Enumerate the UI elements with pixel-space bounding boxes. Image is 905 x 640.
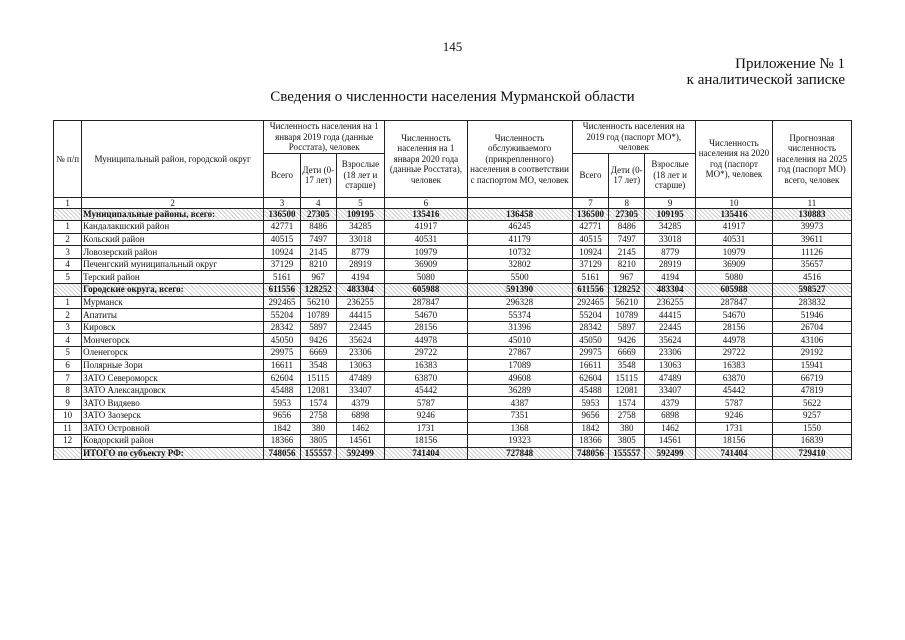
population-cell: 10789 [300, 309, 336, 322]
population-cell: 13063 [645, 359, 696, 372]
population-cell: 10979 [385, 246, 467, 259]
population-cell: 40531 [385, 233, 467, 246]
header-mo-passport-2020: Численность населения на 2020 год (паспорт МО*), человек [696, 121, 773, 198]
column-number: 8 [609, 197, 645, 208]
population-cell: 16383 [696, 359, 773, 372]
population-cell: 4379 [336, 397, 385, 410]
population-cell: 7497 [300, 233, 336, 246]
population-cell: 741404 [385, 447, 467, 460]
population-cell: 62604 [264, 372, 301, 385]
population-cell: 55204 [572, 309, 609, 322]
population-cell: 40531 [696, 233, 773, 246]
population-cell: 6669 [300, 347, 336, 360]
population-cell: 727848 [467, 447, 572, 460]
population-cell: 27305 [300, 208, 336, 221]
population-cell: 29975 [572, 347, 609, 360]
header-served-population: Численность обслуживаемого (прикрепленного) населения в соответствии с паспортом МО, человек [467, 121, 572, 198]
table-row [54, 435, 852, 448]
population-cell: 41917 [385, 221, 467, 234]
municipality-name: Апатиты [82, 309, 264, 322]
population-cell: 9246 [385, 410, 467, 423]
population-cell: 4194 [336, 271, 385, 284]
table-row [54, 321, 852, 334]
population-cell: 483304 [336, 284, 385, 297]
population-cell: 63870 [385, 372, 467, 385]
population-cell: 27867 [467, 347, 572, 360]
population-cell: 16839 [772, 435, 851, 448]
row-number: 3 [54, 246, 82, 259]
column-number: 3 [264, 197, 301, 208]
population-cell: 66719 [772, 372, 851, 385]
population-cell: 236255 [336, 296, 385, 309]
column-number: 6 [385, 197, 467, 208]
population-cell: 1462 [645, 422, 696, 435]
population-cell: 45050 [572, 334, 609, 347]
population-cell: 1462 [336, 422, 385, 435]
row-number: 10 [54, 410, 82, 423]
population-cell: 591390 [467, 284, 572, 297]
population-cell: 31396 [467, 321, 572, 334]
population-cell: 46245 [467, 221, 572, 234]
population-cell: 10789 [609, 309, 645, 322]
population-cell: 10979 [696, 246, 773, 259]
population-cell: 128252 [300, 284, 336, 297]
municipality-name: Ковдорский район [82, 435, 264, 448]
population-cell: 4194 [645, 271, 696, 284]
header-mo-passport-2019: Численность населения на 2019 год (паспорт МО*), человек [572, 121, 695, 154]
population-cell: 9246 [696, 410, 773, 423]
population-cell: 29192 [772, 347, 851, 360]
column-number: 11 [772, 197, 851, 208]
population-cell: 62604 [572, 372, 609, 385]
table-row [54, 397, 852, 410]
population-cell: 45442 [385, 384, 467, 397]
population-cell: 12081 [300, 384, 336, 397]
table-row [54, 246, 852, 259]
column-number: 1 [54, 197, 82, 208]
population-cell: 45050 [264, 334, 301, 347]
table-row [54, 422, 852, 435]
column-number: 7 [572, 197, 609, 208]
population-cell: 17089 [467, 359, 572, 372]
municipality-name: ИТОГО по субъекту РФ: [82, 447, 264, 460]
population-cell: 34285 [645, 221, 696, 234]
municipality-name: ЗАТО Североморск [82, 372, 264, 385]
population-cell: 155557 [609, 447, 645, 460]
table-row [54, 221, 852, 234]
population-cell: 51946 [772, 309, 851, 322]
column-number: 4 [300, 197, 336, 208]
column-number: 9 [645, 197, 696, 208]
row-number: 2 [54, 309, 82, 322]
header-rosstat-2020: Численность населения на 1 января 2020 года (данные Росстата), человек [385, 121, 467, 198]
population-cell: 109195 [336, 208, 385, 221]
population-cell: 11126 [772, 246, 851, 259]
header-municipality: Муниципальный район, городской округ [82, 121, 264, 198]
population-cell: 54670 [696, 309, 773, 322]
population-cell: 292465 [264, 296, 301, 309]
population-cell: 136500 [572, 208, 609, 221]
table-row [54, 347, 852, 360]
population-cell: 56210 [300, 296, 336, 309]
population-cell: 380 [300, 422, 336, 435]
population-cell: 10924 [572, 246, 609, 259]
population-cell: 592499 [336, 447, 385, 460]
population-cell: 35624 [336, 334, 385, 347]
row-number: 2 [54, 233, 82, 246]
population-cell: 5953 [572, 397, 609, 410]
population-cell: 29975 [264, 347, 301, 360]
population-cell: 1731 [696, 422, 773, 435]
header-forecast-2025: Прогнозная численность населения на 2025 год (паспорт МО) всего, человек [772, 121, 851, 198]
population-cell: 32802 [467, 258, 572, 271]
column-number: 2 [82, 197, 264, 208]
population-cell: 9656 [572, 410, 609, 423]
population-cell: 44415 [645, 309, 696, 322]
header-children: Дети (0-17 лет) [609, 153, 645, 197]
population-cell: 40515 [572, 233, 609, 246]
municipality-name: Муниципальные районы, всего: [82, 208, 264, 221]
population-cell: 39973 [772, 221, 851, 234]
population-cell: 36289 [467, 384, 572, 397]
population-cell: 10732 [467, 246, 572, 259]
population-cell: 155557 [300, 447, 336, 460]
population-cell: 5161 [572, 271, 609, 284]
population-cell: 605988 [696, 284, 773, 297]
population-cell: 1842 [572, 422, 609, 435]
population-cell: 18366 [572, 435, 609, 448]
population-cell: 34285 [336, 221, 385, 234]
population-cell: 283832 [772, 296, 851, 309]
population-cell: 592499 [645, 447, 696, 460]
header-children: Дети (0-17 лет) [300, 153, 336, 197]
population-cell: 12081 [609, 384, 645, 397]
population-cell: 130883 [772, 208, 851, 221]
row-number [54, 447, 82, 460]
population-cell: 5787 [385, 397, 467, 410]
population-cell: 287847 [385, 296, 467, 309]
population-cell: 5953 [264, 397, 301, 410]
population-cell: 2145 [300, 246, 336, 259]
population-cell: 6898 [336, 410, 385, 423]
row-number: 1 [54, 296, 82, 309]
population-cell: 5787 [696, 397, 773, 410]
header-adults: Взрослые (18 лет и старше) [645, 153, 696, 197]
population-cell: 63870 [696, 372, 773, 385]
population-cell: 8486 [609, 221, 645, 234]
page-number: 145 [442, 39, 463, 54]
population-cell: 967 [300, 271, 336, 284]
population-cell: 19323 [467, 435, 572, 448]
population-cell: 5161 [264, 271, 301, 284]
population-cell: 287847 [696, 296, 773, 309]
population-cell: 1842 [264, 422, 301, 435]
column-number: 5 [336, 197, 385, 208]
population-cell: 3805 [609, 435, 645, 448]
population-cell: 54670 [385, 309, 467, 322]
municipality-name: Ловозерский район [82, 246, 264, 259]
population-cell: 1574 [609, 397, 645, 410]
population-cell: 49608 [467, 372, 572, 385]
row-number: 5 [54, 271, 82, 284]
population-cell: 741404 [696, 447, 773, 460]
population-cell: 27305 [609, 208, 645, 221]
population-cell: 6669 [609, 347, 645, 360]
population-cell: 18156 [696, 435, 773, 448]
population-cell: 2758 [609, 410, 645, 423]
population-cell: 41179 [467, 233, 572, 246]
row-number: 11 [54, 422, 82, 435]
population-cell: 8210 [609, 258, 645, 271]
row-number: 3 [54, 321, 82, 334]
population-cell: 36909 [385, 258, 467, 271]
population-cell: 28156 [385, 321, 467, 334]
population-cell: 8486 [300, 221, 336, 234]
population-cell: 36909 [696, 258, 773, 271]
population-cell: 135416 [696, 208, 773, 221]
population-cell: 47489 [336, 372, 385, 385]
table-row [54, 372, 852, 385]
population-cell: 8779 [336, 246, 385, 259]
population-cell: 135416 [385, 208, 467, 221]
table-row [54, 334, 852, 347]
population-cell: 136500 [264, 208, 301, 221]
population-cell: 22445 [336, 321, 385, 334]
row-number: 6 [54, 359, 82, 372]
population-cell: 56210 [609, 296, 645, 309]
table-total-row [54, 284, 852, 297]
population-cell: 16611 [264, 359, 301, 372]
population-cell: 16383 [385, 359, 467, 372]
population-cell: 41917 [696, 221, 773, 234]
population-cell: 9257 [772, 410, 851, 423]
population-cell: 3548 [609, 359, 645, 372]
population-cell: 14561 [336, 435, 385, 448]
population-cell: 9426 [609, 334, 645, 347]
population-cell: 5500 [467, 271, 572, 284]
population-cell: 611556 [572, 284, 609, 297]
population-cell: 45010 [467, 334, 572, 347]
population-cell: 37129 [572, 258, 609, 271]
municipality-name: Городские округа, всего: [82, 284, 264, 297]
population-cell: 23306 [336, 347, 385, 360]
population-cell: 42771 [264, 221, 301, 234]
row-number: 4 [54, 334, 82, 347]
population-cell: 611556 [264, 284, 301, 297]
population-cell: 3805 [300, 435, 336, 448]
population-cell: 748056 [572, 447, 609, 460]
row-number: 8 [54, 384, 82, 397]
municipality-name: ЗАТО Видяево [82, 397, 264, 410]
row-number: 5 [54, 347, 82, 360]
table-row [54, 296, 852, 309]
population-cell: 45442 [696, 384, 773, 397]
municipality-name: Мончегорск [82, 334, 264, 347]
municipality-name: Кольский район [82, 233, 264, 246]
population-cell: 292465 [572, 296, 609, 309]
table-row [54, 309, 852, 322]
table-row [54, 271, 852, 284]
population-cell: 28156 [696, 321, 773, 334]
population-cell: 28919 [645, 258, 696, 271]
population-cell: 33407 [645, 384, 696, 397]
population-cell: 109195 [645, 208, 696, 221]
population-cell: 29722 [385, 347, 467, 360]
population-cell: 1574 [300, 397, 336, 410]
header-total: Всего [572, 153, 609, 197]
population-cell: 28342 [264, 321, 301, 334]
municipality-name: Кандалакшский район [82, 221, 264, 234]
row-number [54, 284, 82, 297]
population-cell: 42771 [572, 221, 609, 234]
population-cell: 2145 [609, 246, 645, 259]
column-number: 10 [696, 197, 773, 208]
population-cell: 28919 [336, 258, 385, 271]
column-number [467, 197, 572, 208]
population-cell: 380 [609, 422, 645, 435]
population-cell: 748056 [264, 447, 301, 460]
population-cell: 5622 [772, 397, 851, 410]
population-cell: 43106 [772, 334, 851, 347]
population-cell: 28342 [572, 321, 609, 334]
population-cell: 236255 [645, 296, 696, 309]
row-number: 9 [54, 397, 82, 410]
header-rosstat-2019: Численность населения на 1 января 2019 года (данные Росстата), человек [264, 121, 385, 154]
population-cell: 729410 [772, 447, 851, 460]
population-cell: 23306 [645, 347, 696, 360]
population-cell: 44978 [696, 334, 773, 347]
population-cell: 47489 [645, 372, 696, 385]
appendix-label: Приложение № 1 [735, 56, 845, 72]
population-cell: 44415 [336, 309, 385, 322]
table-row [54, 359, 852, 372]
row-number: 1 [54, 221, 82, 234]
table-row [54, 258, 852, 271]
population-cell: 40515 [264, 233, 301, 246]
population-cell: 5897 [300, 321, 336, 334]
population-cell: 16611 [572, 359, 609, 372]
population-cell: 4516 [772, 271, 851, 284]
population-cell: 5897 [609, 321, 645, 334]
table-row [54, 410, 852, 423]
population-cell: 1368 [467, 422, 572, 435]
population-cell: 55374 [467, 309, 572, 322]
population-cell: 4379 [645, 397, 696, 410]
population-cell: 10924 [264, 246, 301, 259]
header-number: № п/п [54, 121, 82, 198]
population-table [53, 120, 852, 460]
population-cell: 22445 [645, 321, 696, 334]
population-cell: 6898 [645, 410, 696, 423]
population-cell: 8210 [300, 258, 336, 271]
population-cell: 3548 [300, 359, 336, 372]
population-cell: 45488 [264, 384, 301, 397]
municipality-name: Печенгский муниципальный округ [82, 258, 264, 271]
population-cell: 33018 [645, 233, 696, 246]
population-cell: 9656 [264, 410, 301, 423]
municipality-name: Кировск [82, 321, 264, 334]
population-cell: 7497 [609, 233, 645, 246]
municipality-name: Мурманск [82, 296, 264, 309]
population-cell: 7351 [467, 410, 572, 423]
population-cell: 1550 [772, 422, 851, 435]
municipality-name: Терский район [82, 271, 264, 284]
municipality-name: ЗАТО Александровск [82, 384, 264, 397]
municipality-name: Оленегорск [82, 347, 264, 360]
population-cell: 26704 [772, 321, 851, 334]
population-cell: 33018 [336, 233, 385, 246]
population-cell: 296328 [467, 296, 572, 309]
table-row [54, 384, 852, 397]
population-cell: 14561 [645, 435, 696, 448]
header-adults: Взрослые (18 лет и старше) [336, 153, 385, 197]
population-cell: 136458 [467, 208, 572, 221]
population-cell: 9426 [300, 334, 336, 347]
population-cell: 18366 [264, 435, 301, 448]
population-cell: 15115 [609, 372, 645, 385]
table-total-row [54, 208, 852, 221]
population-cell: 4387 [467, 397, 572, 410]
population-cell: 605988 [385, 284, 467, 297]
row-number [54, 208, 82, 221]
population-cell: 1731 [385, 422, 467, 435]
table-total-row [54, 447, 852, 460]
population-cell: 35624 [645, 334, 696, 347]
appendix-subtitle: к аналитической записке [686, 72, 845, 88]
population-cell: 13063 [336, 359, 385, 372]
population-cell: 47819 [772, 384, 851, 397]
population-cell: 2758 [300, 410, 336, 423]
table-row [54, 233, 852, 246]
population-cell: 29722 [696, 347, 773, 360]
population-cell: 18156 [385, 435, 467, 448]
population-cell: 483304 [645, 284, 696, 297]
population-cell: 45488 [572, 384, 609, 397]
population-cell: 35657 [772, 258, 851, 271]
population-cell: 967 [609, 271, 645, 284]
population-cell: 37129 [264, 258, 301, 271]
population-cell: 128252 [609, 284, 645, 297]
population-cell: 5080 [385, 271, 467, 284]
population-cell: 15115 [300, 372, 336, 385]
population-cell: 8779 [645, 246, 696, 259]
population-cell: 5080 [696, 271, 773, 284]
municipality-name: ЗАТО Островной [82, 422, 264, 435]
row-number: 12 [54, 435, 82, 448]
population-cell: 598527 [772, 284, 851, 297]
population-cell: 39611 [772, 233, 851, 246]
population-cell: 44978 [385, 334, 467, 347]
municipality-name: ЗАТО Заозерск [82, 410, 264, 423]
municipality-name: Полярные Зори [82, 359, 264, 372]
population-cell: 55204 [264, 309, 301, 322]
population-cell: 15941 [772, 359, 851, 372]
row-number: 7 [54, 372, 82, 385]
population-cell: 33407 [336, 384, 385, 397]
document-title: Сведения о численности населения Мурманской области [270, 89, 635, 105]
header-total: Всего [264, 153, 301, 197]
row-number: 4 [54, 258, 82, 271]
